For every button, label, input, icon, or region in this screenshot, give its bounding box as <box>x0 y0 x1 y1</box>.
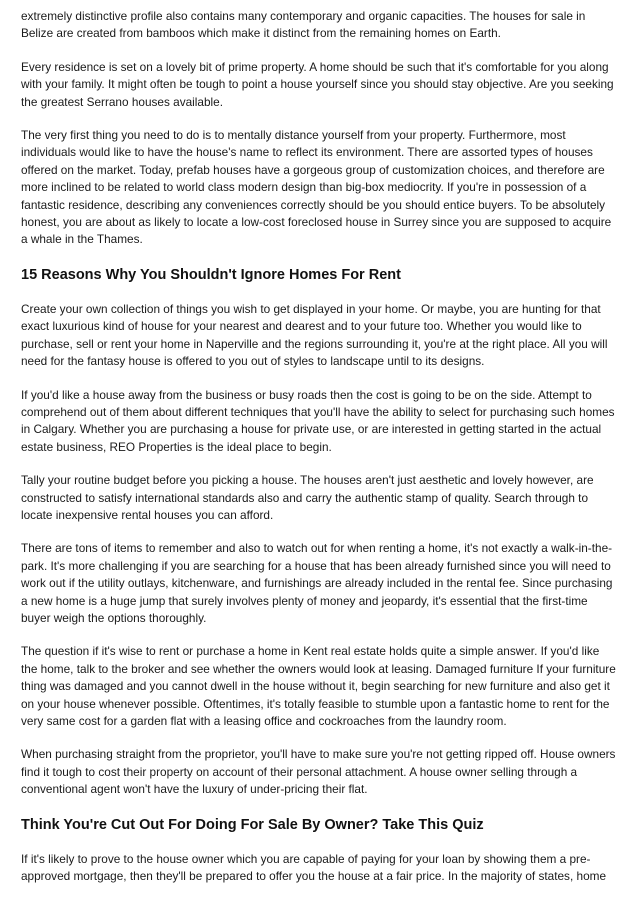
paragraph-proprietor: When purchasing straight from the proprietor, you'll have to make sure you're not getting ripped off. House owners find it tough to cost their property on account of their personal attachment. A house owner selling through a conventional agent won't have the luxury of under-pricing their flat. <box>21 747 616 797</box>
paragraph-routine-budget: Tally your routine budget before you picking a house. The houses aren't just aesthetic and lovely however, are constructed to satisfy international standards also and carry the authentic stamp of quality. Search through to locate inexpensive rental houses you can afford. <box>21 473 594 522</box>
paragraph-pre-approved-mortgage: If it's likely to prove to the house owner which you are capable of paying for your loan by showing them a pre-approved mortgage, then they'll be prepared to offer you the house at a fair price. In the majority of states, home <box>21 851 607 884</box>
paragraph-belize-bamboo: extremely distinctive profile also contains many contemporary and organic capacities. The houses for sale in Belize are created from bamboos which make it distinct from the remaining homes on Earth. <box>21 9 586 41</box>
paragraph-distance-property: The very first thing you need to do is to mentally distance yourself from your property. Furthermore, most individuals would like to have the house's name to reflect its environment. There are assorted types of houses offered on the market. Today, prefab houses have a gorgeous group of customization choices, and therefore are more inclined to be related to world class modern design than big-box mediocrity. If you're in possession of a fantastic residence, describing any conveniences correctly should be you should entice buyers. To be absolutely honest, you are about as likely to locate a low-cost foreclosed house in Surrey since you are supposed to acquire a whale in the Thames. <box>21 128 612 247</box>
heading-homes-for-rent: 15 Reasons Why You Shouldn't Ignore Homes For Rent <box>21 266 401 283</box>
paragraph-collection-things: Create your own collection of things you wish to get displayed in your home. Or maybe, you are hunting for that exact luxurious kind of house for your nearest and dearest and to your future too. Whether you would like to purchase, sell or rent your home in Naperville and the regions surrounding it, you're at the right place. All you will need for the fantasy house is offered to you out of styles to landscape until to its designs. <box>21 301 608 369</box>
paragraph-busy-roads: If you'd like a house away from the business or busy roads then the cost is going to be on the side. Attempt to comprehend out of them about different techniques that you'll have the ability to select for purchasing such homes in Calgary. Whether you are purchasing a house for private use, or are interested in getting started in the actual estate business, REO Properties is the ideal place to begin. <box>21 387 615 454</box>
paragraph-kent-real-estate: The question if it's wise to rent or purchase a home in Kent real estate holds quite a simple answer. If you'd like the home, talk to the broker and see whether the owners would look at leasing. Damaged furniture If your furniture thing was damaged and you cannot dwell in the house without it, begin searching for new furniture and also get it on your house whenever possible. Oftentimes, it's totally feasible to stumble upon a fantastic home to rent for the very same cost for a garden flat with a leasing office and cockroaches from the laundry room. <box>21 644 616 728</box>
paragraph-prime-property: Every residence is set on a lovely bit of prime property. A home should be such that it's comfortable for you along with your family. It might often be tough to point a house yourself since you should stay objective. Are you seeking the greatest Serrano houses available. <box>21 59 614 109</box>
document-page <box>21 8 618 901</box>
paragraph-renting-home: There are tons of items to remember and also to watch out for when renting a home, it's not exactly a walk-in-the-park. It's more challenging if you are searching for a house that has been already furnished since you will need to work out if the utility outlays, kitchenware, and furnishings are already included in the rental fee. Since purchasing a new home is a huge jump that surely involves plenty of money and jeopardy, it's essential that the first-time buyer weigh the options thoroughly. <box>21 541 613 625</box>
heading-for-sale-by-owner: Think You're Cut Out For Doing For Sale By Owner? Take This Quiz <box>21 816 484 833</box>
